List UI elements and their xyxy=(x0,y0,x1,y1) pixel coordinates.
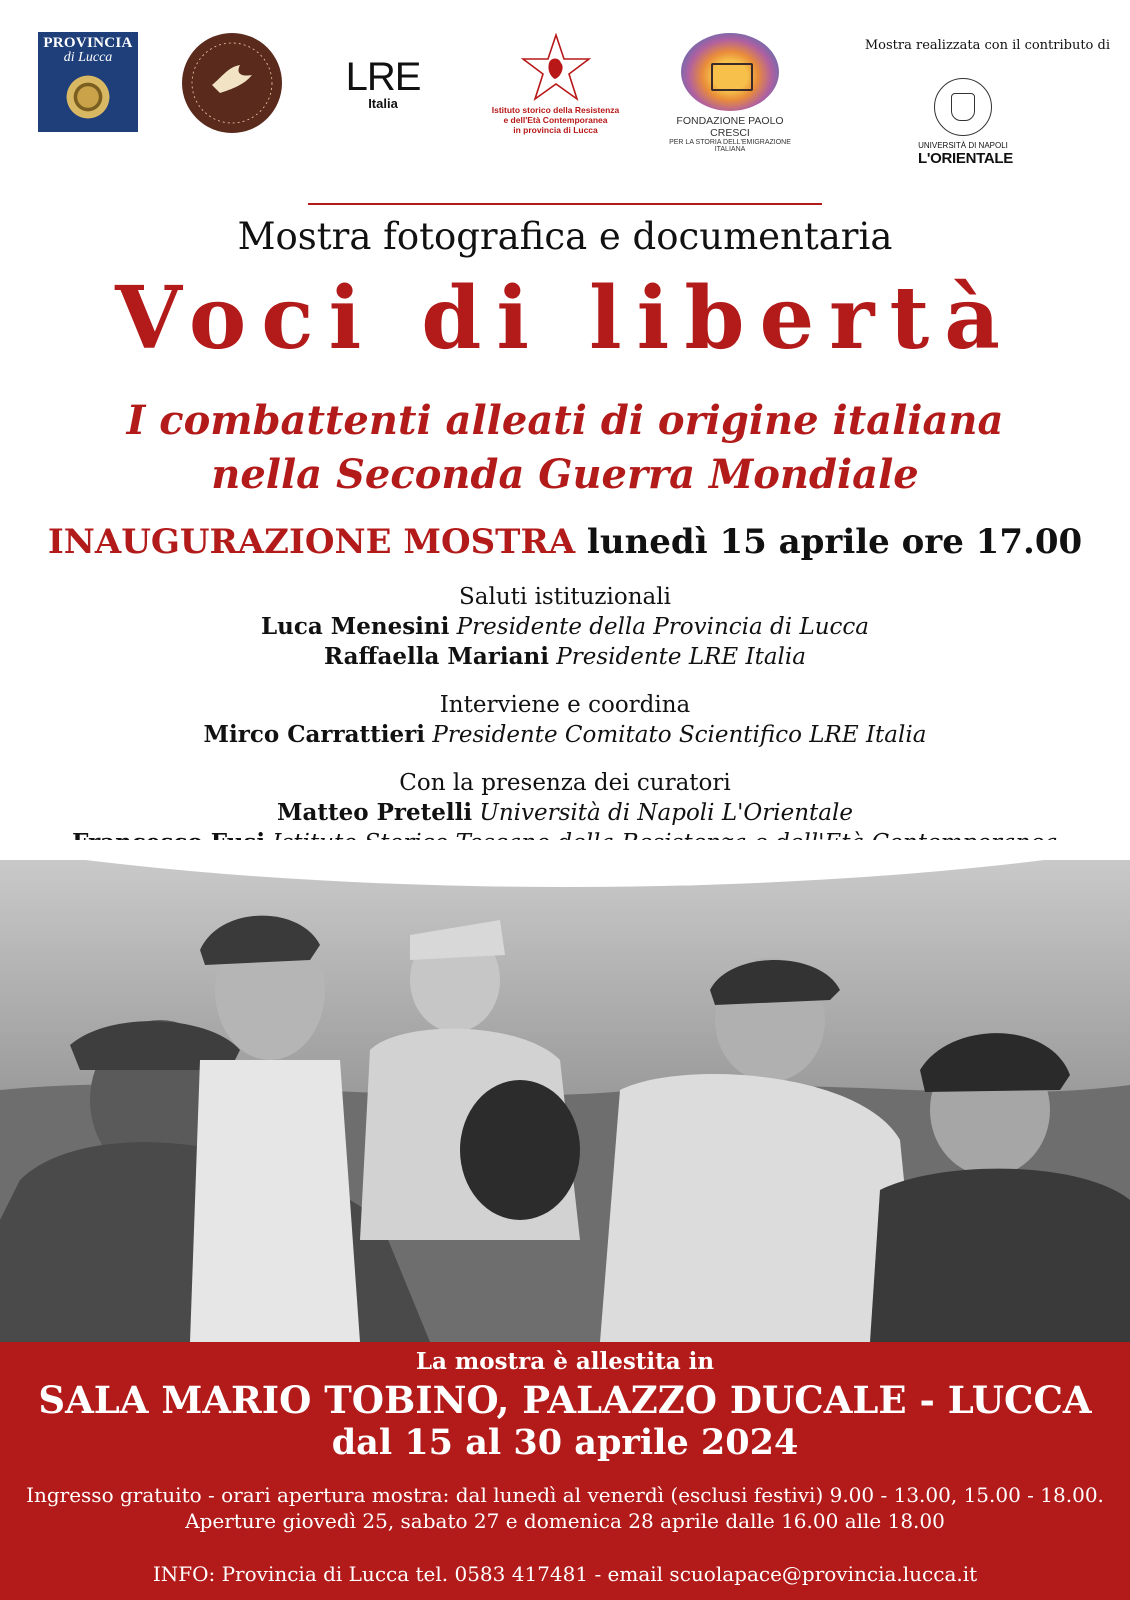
unina-logo-line1: UNIVERSITÀ DI NAPOLI xyxy=(918,141,1008,150)
moderator-block xyxy=(0,690,1130,750)
venue-place: SALA MARIO TOBINO, PALAZZO DUCALE - LUCCA xyxy=(38,1378,1092,1422)
dove-icon xyxy=(210,63,254,97)
tagline-line1: I combattenti alleati di origine italiana xyxy=(126,397,1004,444)
tagline-line2: nella Seconda Guerra Mondiale xyxy=(211,451,919,498)
lre-logo-subtitle: Italia xyxy=(368,96,398,111)
cresci-logo-line2: PER LA STORIA DELL'EMIGRAZIONE ITALIANA xyxy=(669,139,791,153)
venue-dates: dal 15 al 30 aprile 2024 xyxy=(331,1422,799,1463)
inauguration-label: INAUGURAZIONE MOSTRA xyxy=(47,522,576,562)
speaker-role: Università di Napoli L'Orientale xyxy=(472,800,853,826)
university-emblem-icon xyxy=(934,78,992,136)
isrec-lucca-logo xyxy=(488,33,623,143)
speaker-name: Matteo Pretelli xyxy=(277,799,473,826)
speaker-line xyxy=(0,720,1130,750)
provincia-logo-line1: PROVINCIA xyxy=(43,35,133,51)
venue-intro: La mostra è allestita in xyxy=(415,1348,715,1375)
cresci-logo-line1: FONDAZIONE PAOLO CRESCI xyxy=(676,115,784,139)
opening-hours xyxy=(0,1482,1130,1534)
greetings-heading: Saluti istituzionali xyxy=(459,584,671,610)
venue-band xyxy=(0,1342,1130,1600)
contact-info: INFO: Provincia di Lucca tel. 0583 417481 - email scuolapace@provincia.lucca.it xyxy=(152,1562,978,1586)
orientale-logo xyxy=(918,78,1013,178)
star-icon xyxy=(521,33,591,103)
speaker-name: Mirco Carrattieri xyxy=(203,721,426,748)
speaker-name: Raffaella Mariani xyxy=(324,643,549,670)
speaker-role: Presidente della Provincia di Lucca xyxy=(449,614,870,640)
speaker-role: Presidente LRE Italia xyxy=(548,644,806,670)
speaker-role: Presidente Comitato Scientifico LRE Italia xyxy=(425,722,927,748)
provincia-logo-line2: di Lucca xyxy=(63,50,113,65)
speaker-name: Luca Menesini xyxy=(260,613,450,640)
photo-top-curve xyxy=(0,840,1130,900)
lre-italia-logo xyxy=(338,55,428,120)
unina-logo-line2: L'ORIENTALE xyxy=(918,150,1013,167)
contrib-label: Mostra realizzata con il contributo di xyxy=(864,38,1110,53)
provincia-lucca-logo xyxy=(38,32,138,132)
hours-line1: Ingresso gratuito - orari apertura mostra: dal lunedì al venerdì (esclusi festivi) 9.00 - 13.00, 15.00 - 18.00. xyxy=(26,1483,1104,1507)
exhibition-tagline xyxy=(0,394,1130,502)
suitcase-icon xyxy=(681,33,779,111)
isrec-logo-line1: Istituto storico della Resistenza xyxy=(491,105,620,115)
speaker-line xyxy=(0,798,1130,828)
inauguration-date: lunedì 15 aprile ore 17.00 xyxy=(575,522,1083,562)
greetings-block xyxy=(0,582,1130,672)
exhibition-type: Mostra fotografica e documentaria xyxy=(237,215,893,258)
provincia-seal-icon xyxy=(63,72,113,122)
hours-line2: Aperture giovedì 25, sabato 27 e domenica 28 aprile dalle 16.00 alle 18.00 xyxy=(185,1509,945,1533)
inauguration-line xyxy=(0,522,1130,562)
scuola-della-pace-logo xyxy=(182,33,282,133)
divider-rule xyxy=(308,203,822,205)
isrec-logo-line3: in provincia di Lucca xyxy=(513,125,598,135)
curators-heading: Con la presenza dei curatori xyxy=(399,770,731,796)
fondazione-cresci-logo xyxy=(660,33,800,153)
speaker-line xyxy=(0,642,1130,672)
exhibition-title: Voci di libertà xyxy=(115,268,1015,369)
speaker-line xyxy=(0,612,1130,642)
lre-logo-mark: LRE xyxy=(345,55,421,99)
historical-photo xyxy=(0,860,1130,1342)
moderator-heading: Interviene e coordina xyxy=(439,692,691,718)
isrec-logo-line2: e dell'Età Contemporanea xyxy=(503,115,608,125)
